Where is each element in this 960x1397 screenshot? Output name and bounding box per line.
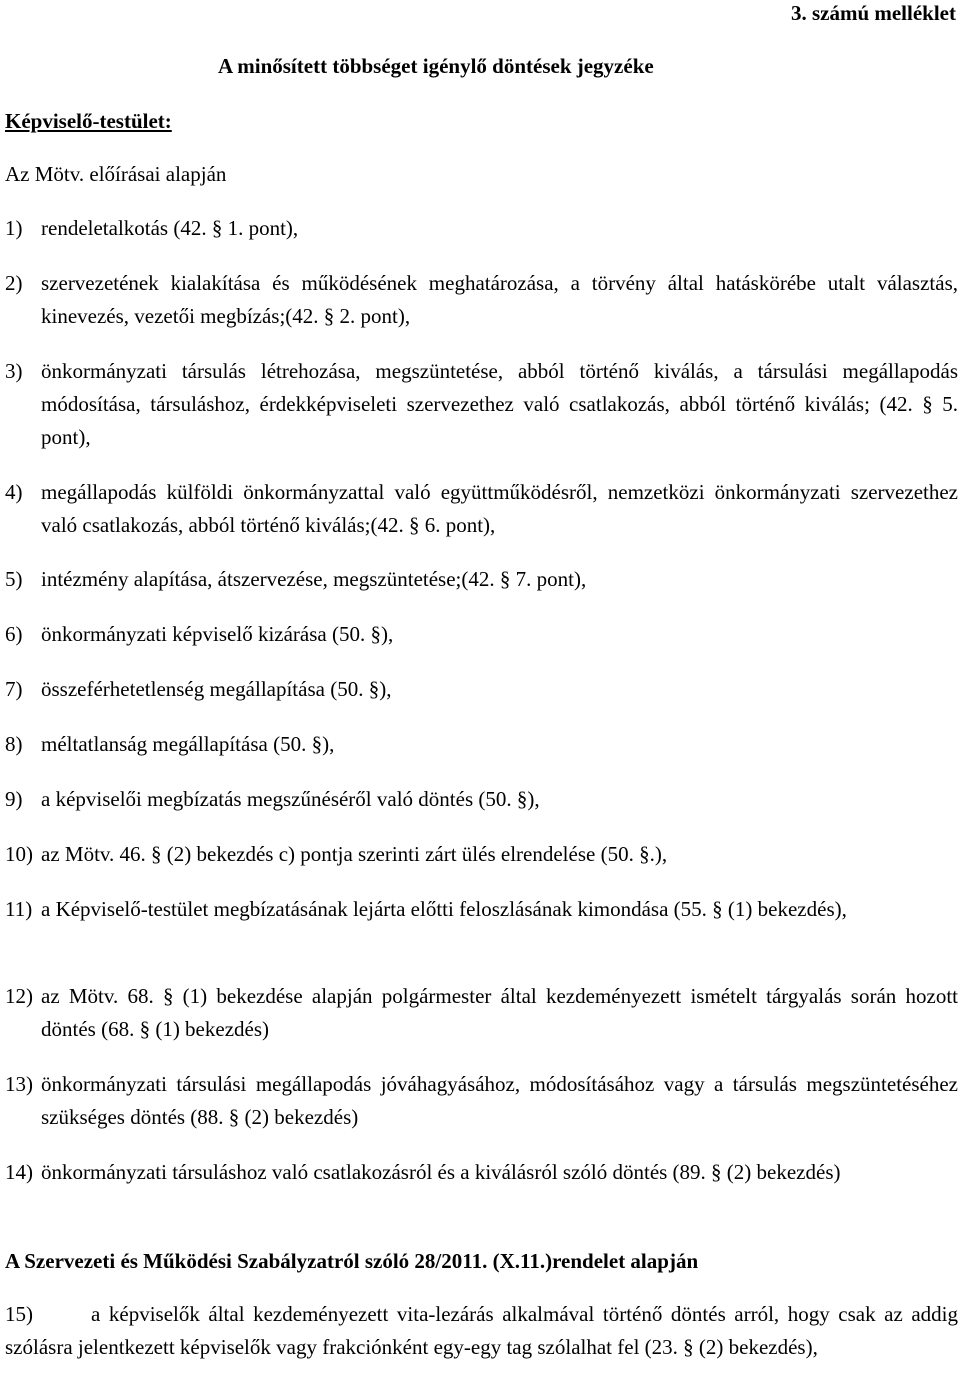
list-item-number: 15) [5,1302,33,1326]
list-item-text: az Mötv. 68. § (1) bekezdése alapján polgármester által kezdeményezett ismételt tárgyalás során hozott döntés (68. § (1) bekezdés) [41,984,958,1041]
section-label: Képviselő-testület: [5,109,172,133]
list-item [5,838,958,871]
list-item [5,783,958,816]
list-item-text: rendeletalkotás (42. § 1. pont), [41,216,299,240]
list-item-number: 14) [5,1160,33,1184]
list-item-number: 7) [5,677,23,701]
list-item-number: 9) [5,787,23,811]
list-item-number: 6) [5,622,23,646]
annex-label: 3. számú melléklet [790,1,956,25]
list-item [5,355,958,454]
list-item [5,476,958,542]
list-item-number: 1) [5,216,23,240]
list-item [5,563,958,596]
rule-heading: A Szervezeti és Működési Szabályzatról szóló 28/2011. (X.11.)rendelet alapján [5,1249,699,1273]
list-item-15 [5,1298,958,1364]
list-item-number: 11) [5,897,33,921]
list-item-number: 8) [5,732,23,756]
list-item [5,212,958,245]
list-item-text: a képviselők által kezdeményezett vita-lezárás alkalmával történő döntés arról, hogy csak az addig szólásra jelentkezett képviselők vagy frakciónként egy-egy tag szólalhat fel (23. § (2) bekezdés), [5,1302,958,1359]
list-item [5,893,958,926]
list-item-text: megállapodás külföldi önkormányzattal való együttműködésről, nemzetközi önkormányzati szervezethez való csatlakozás, abból történő kiválás;(42. § 6. pont), [41,480,958,537]
list-item-text: méltatlanság megállapítása (50. §), [41,732,335,756]
list-item-text: önkormányzati társulás létrehozása, megszüntetése, abból történő kiválás, a társulási megállapodás módosítása, társuláshoz, érdekképviseleti szervezethez való csatlakozás, abból történő kiválás; (42. § 5. pont), [41,359,958,449]
list-item-text: önkormányzati képviselő kizárása (50. §), [41,622,394,646]
list-item-text: intézmény alapítása, átszervezése, megszüntetése;(42. § 7. pont), [41,567,587,591]
list-item-number: 4) [5,480,23,504]
list-item-text: szervezetének kialakítása és működésének meghatározása, a törvény által hatáskörébe utalt választás, kinevezés, vezetői megbízás;(42. § 2. pont), [41,271,958,328]
section-subheading: Az Mötv. előírásai alapján [5,162,227,186]
list-item-number: 5) [5,567,23,591]
list-item-text: a képviselői megbízatás megszűnéséről való döntés (50. §), [41,787,540,811]
document-title: A minősített többséget igénylő döntések jegyzéke [218,54,654,78]
list-item-text: összeférhetetlenség megállapítása (50. §), [41,677,392,701]
list-item [5,673,958,706]
list-item-number: 3) [5,359,23,383]
list-item [5,1156,958,1189]
list-item-text: a Képviselő-testület megbízatásának lejárta előtti feloszlásának kimondása (55. § (1) bekezdés), [41,897,847,921]
list-item-number: 12) [5,984,33,1008]
list-item [5,267,958,333]
list-item-text: az Mötv. 46. § (2) bekezdés c) pontja szerinti zárt ülés elrendelése (50. §.), [41,842,668,866]
list-item-text: önkormányzati társuláshoz való csatlakozásról és a kiválásról szóló döntés (89. § (2) bekezdés) [41,1160,841,1184]
list-item [5,1068,958,1134]
list-item-number: 2) [5,271,23,295]
list-item-text: önkormányzati társulási megállapodás jóváhagyásához, módosításához vagy a társulás megszüntetéséhez szükséges döntés (88. § (2) bekezdés) [41,1072,958,1129]
list-item [5,618,958,651]
list-item [5,728,958,761]
list-item [5,980,958,1046]
list-item-number: 10) [5,842,33,866]
list-item-number: 13) [5,1072,33,1096]
